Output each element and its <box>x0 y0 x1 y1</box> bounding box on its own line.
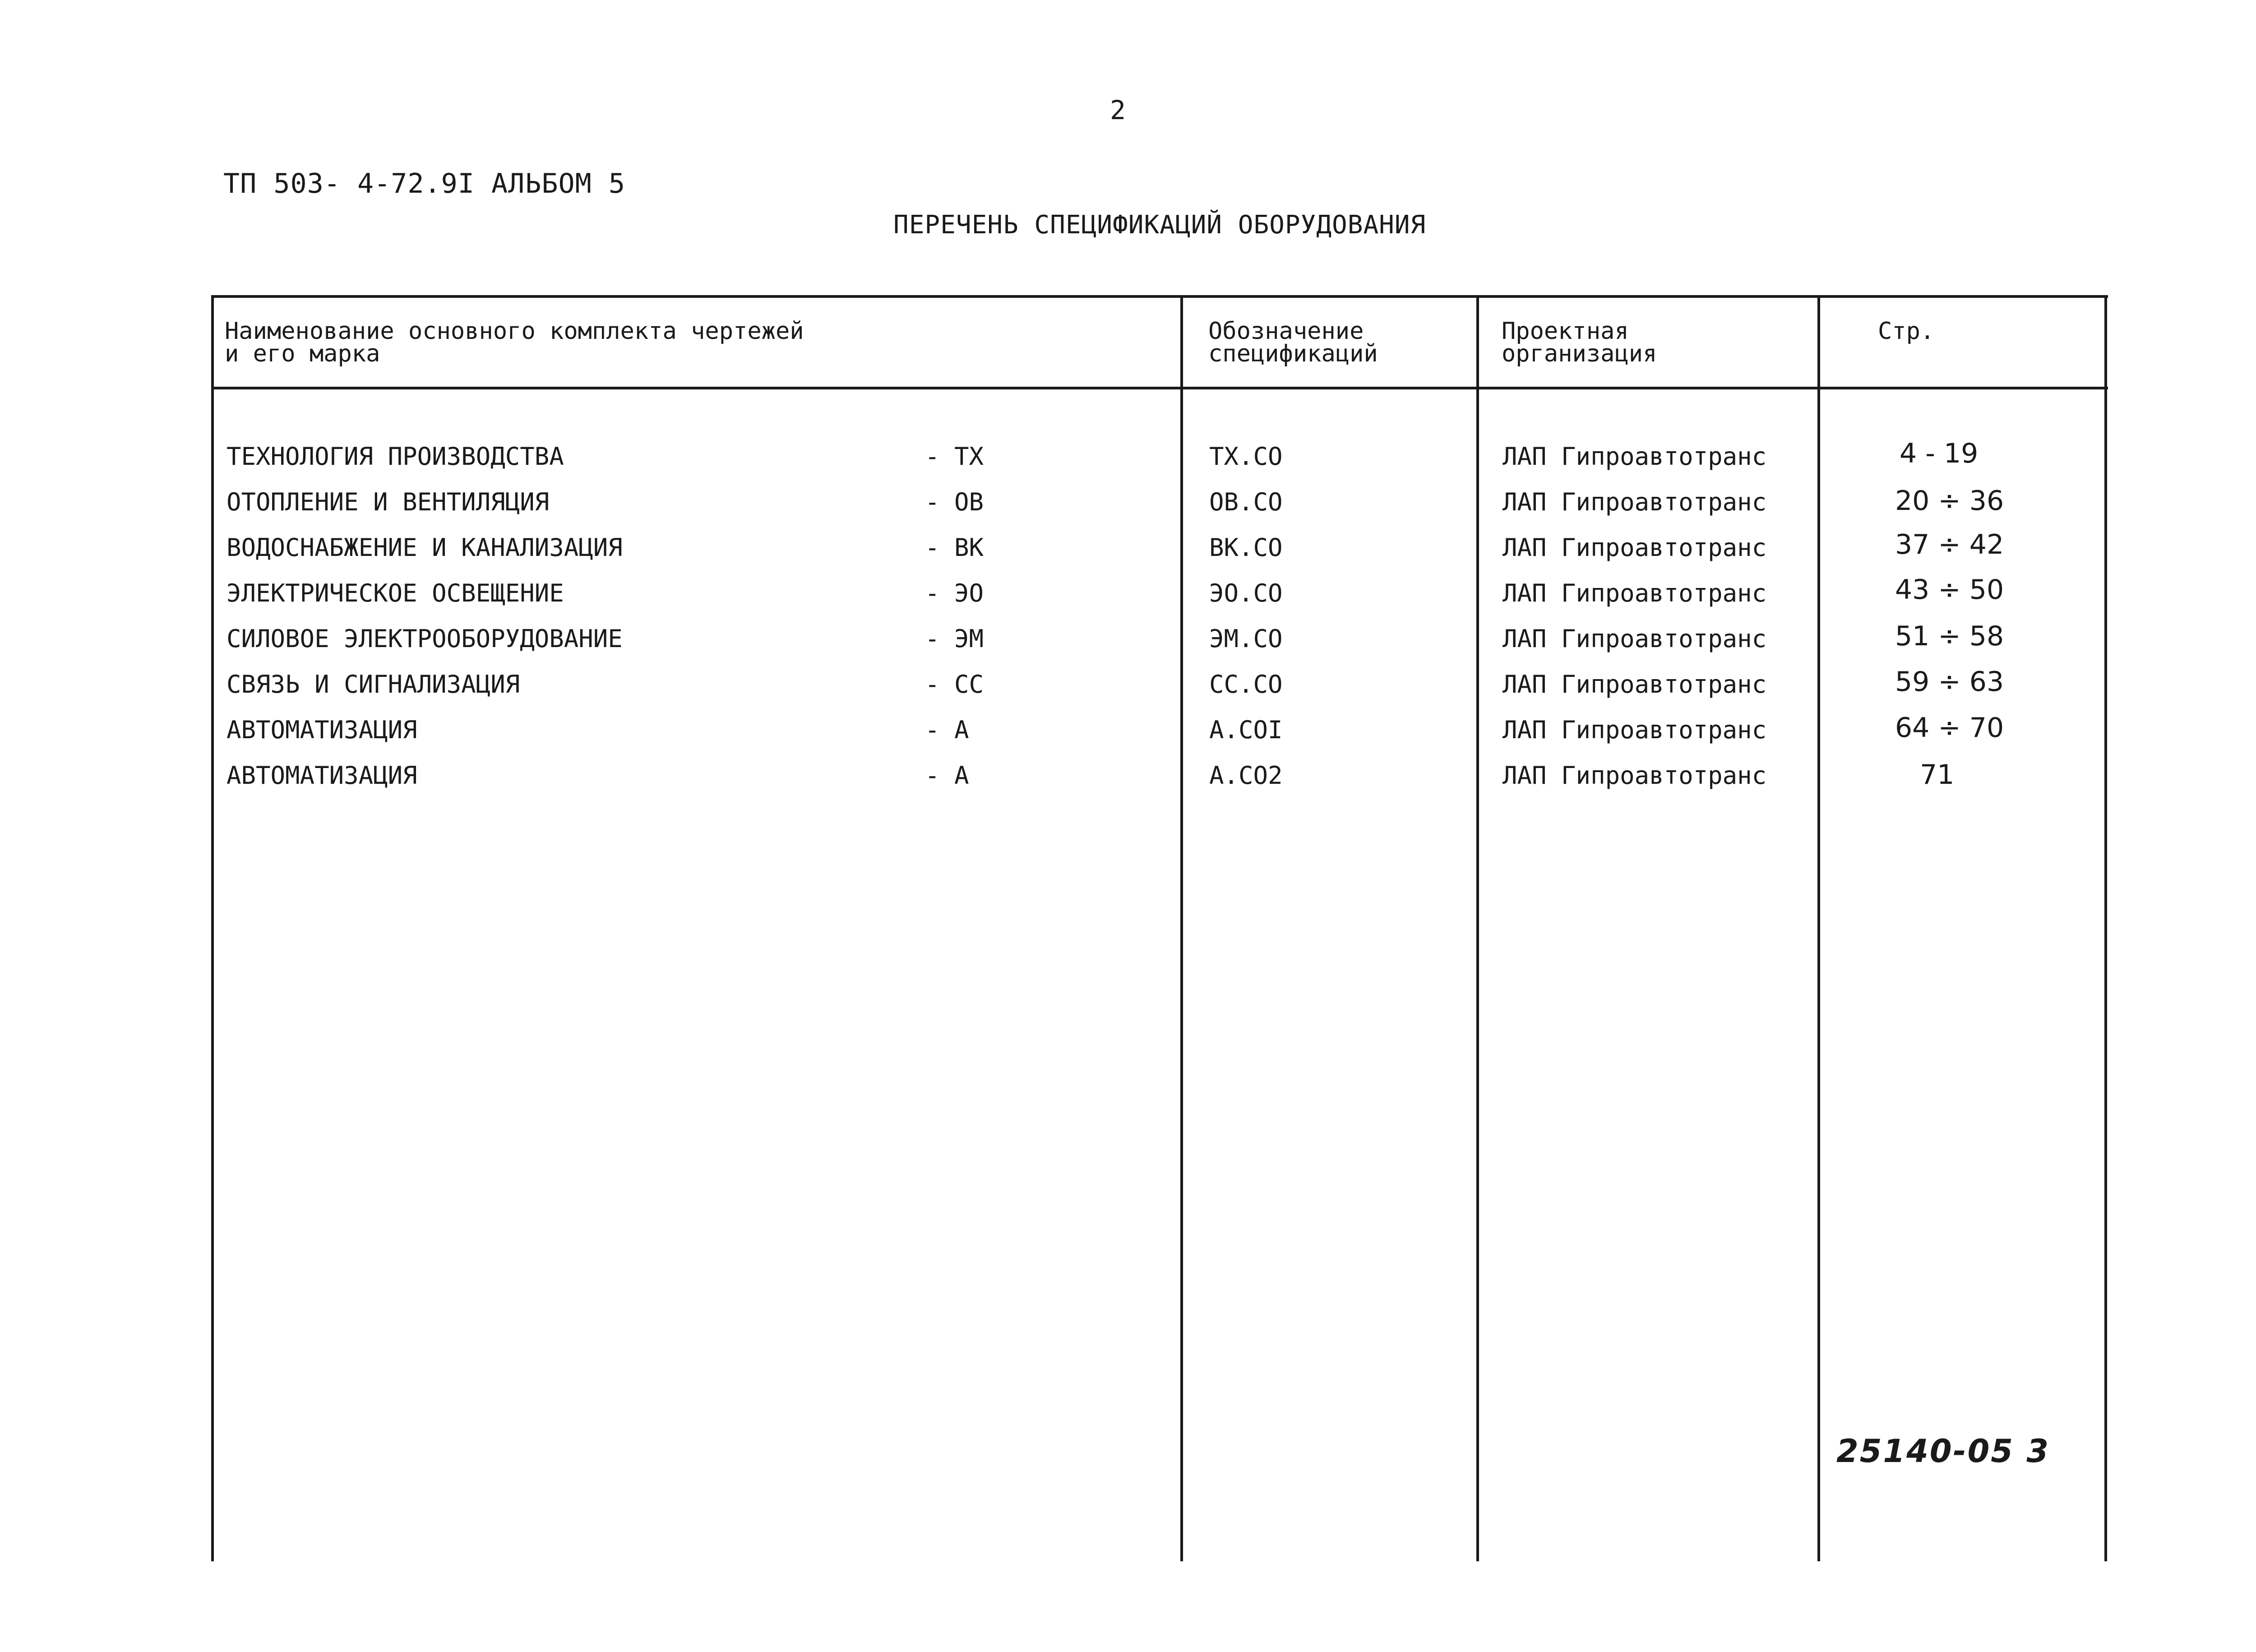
header-org-line2: организация <box>1502 340 1657 367</box>
document-title: ПЕРЕЧЕНЬ СПЕЦИФИКАЦИЙ ОБОРУДОВАНИЯ <box>893 210 1426 240</box>
row-spec: СС.СО <box>1209 670 1283 699</box>
header-org-line1: Проектная <box>1502 318 1629 345</box>
page-number: 2 <box>1110 95 1126 125</box>
header-name-line2: и его марка <box>225 340 380 367</box>
row-pages: 59 ÷ 63 <box>1895 666 2004 698</box>
column-divider-3 <box>1817 295 1820 1561</box>
column-divider-2 <box>1476 295 1479 1561</box>
row-name: АВТОМАТИЗАЦИЯ <box>227 716 417 744</box>
row-pages: 71 <box>1920 759 1955 791</box>
row-spec: ЭМ.СО <box>1209 625 1283 653</box>
row-spec: А.СОI <box>1209 716 1283 744</box>
column-divider-1 <box>1180 295 1183 1561</box>
row-mark: - А <box>925 761 969 790</box>
row-pages: 37 ÷ 42 <box>1895 529 2004 560</box>
row-pages: 20 ÷ 36 <box>1895 485 2004 517</box>
document-code: ТП 503- 4-72.9I АЛЬБОМ 5 <box>223 168 625 199</box>
column-divider-left <box>211 295 214 1561</box>
row-org: ЛАП Гипроавтотранс <box>1502 625 1767 653</box>
row-org: ЛАП Гипроавтотранс <box>1502 761 1767 790</box>
row-org: ЛАП Гипроавтотранс <box>1502 670 1767 699</box>
row-name: АВТОМАТИЗАЦИЯ <box>227 761 417 790</box>
row-spec: ЭО.СО <box>1209 579 1283 607</box>
row-mark: - ЭО <box>925 579 984 607</box>
row-mark: - А <box>925 716 969 744</box>
row-pages: 64 ÷ 70 <box>1895 712 2004 744</box>
row-spec: ВК.СО <box>1209 533 1283 562</box>
header-spec-line1: Обозначение <box>1208 318 1364 345</box>
row-pages: 51 ÷ 58 <box>1895 620 2004 652</box>
row-org: ЛАП Гипроавтотранс <box>1502 716 1767 744</box>
column-divider-right <box>2104 295 2107 1561</box>
header-pages: Стр. <box>1878 318 1935 345</box>
row-org: ЛАП Гипроавтотранс <box>1502 488 1767 516</box>
archive-stamp: 25140-05 3 <box>1836 1433 2050 1470</box>
row-spec: ТХ.СО <box>1209 442 1283 471</box>
row-org: ЛАП Гипроавтотранс <box>1502 579 1767 607</box>
row-mark: - ВК <box>925 533 984 562</box>
row-name: СИЛОВОЕ ЭЛЕКТРООБОРУДОВАНИЕ <box>227 625 623 653</box>
row-name: ТЕХНОЛОГИЯ ПРОИЗВОДСТВА <box>227 442 564 471</box>
row-pages: 43 ÷ 50 <box>1895 574 2004 606</box>
row-mark: - ОВ <box>925 488 984 516</box>
header-bottom-border <box>212 387 2108 389</box>
row-org: ЛАП Гипроавтотранс <box>1502 533 1767 562</box>
row-name: СВЯЗЬ И СИГНАЛИЗАЦИЯ <box>227 670 520 699</box>
row-mark: - ТХ <box>925 442 984 471</box>
row-mark: - ЭМ <box>925 625 984 653</box>
row-name: ОТОПЛЕНИЕ И ВЕНТИЛЯЦИЯ <box>227 488 550 516</box>
row-pages: 4 - 19 <box>1900 438 1979 469</box>
table-top-border <box>212 295 2108 298</box>
header-spec-line2: спецификаций <box>1208 340 1378 367</box>
row-spec: А.СО2 <box>1209 761 1283 790</box>
row-mark: - СС <box>925 670 984 699</box>
header-name-line1: Наименование основного комплекта чертежей <box>225 318 804 345</box>
row-name: ЭЛЕКТРИЧЕСКОЕ ОСВЕЩЕНИЕ <box>227 579 564 607</box>
row-spec: ОВ.СО <box>1209 488 1283 516</box>
row-org: ЛАП Гипроавтотранс <box>1502 442 1767 471</box>
row-name: ВОДОСНАБЖЕНИЕ И КАНАЛИЗАЦИЯ <box>227 533 623 562</box>
